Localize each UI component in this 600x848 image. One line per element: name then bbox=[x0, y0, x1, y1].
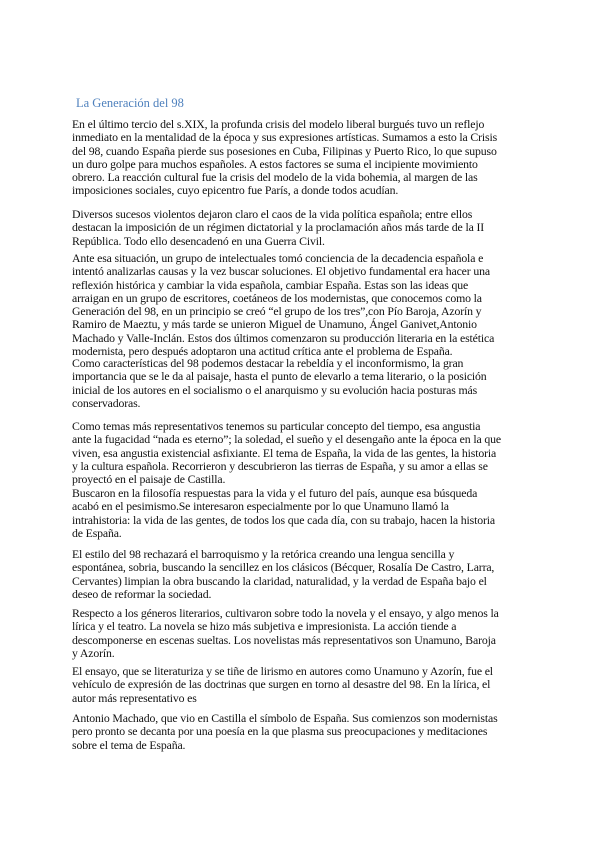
paragraph-line: importancia que se le da al paisaje, hasta el punto de elevarlo a tema literario, o la posición bbox=[72, 369, 487, 384]
paragraph-line: inicial de los autores en el socialismo o el anarquismo y su evolución hacia posturas más bbox=[72, 382, 478, 397]
paragraph-line: Ante esa situación, un grupo de intelectuales tomó conciencia de la decadencia española e bbox=[72, 251, 484, 265]
paragraph-line: intrahistoria: la vida de las gentes, de todos los que cada día, con su trabajo, hacen la historia bbox=[72, 512, 495, 527]
paragraph-line: destacan la imposición de un régimen dictatorial y la proclamación años más tarde de la II bbox=[72, 220, 485, 235]
paragraph-line: intentó analizarlas causas y la vez buscar soluciones. El objetivo fundamental era hacer una bbox=[72, 264, 490, 279]
paragraph-line: pero pronto se decanta por una poesía en la que plasma sus preocupaciones y meditaciones bbox=[72, 724, 488, 739]
paragraph-line: vehículo de expresión de las doctrinas que surgen en torno al desastre del 98. En la lírica, el bbox=[72, 677, 491, 692]
paragraph-line: Como características del 98 podemos destacar la rebeldía y el inconformismo, la gran bbox=[72, 356, 464, 370]
paragraph-line: Antonio Machado, que vio en Castilla el símbolo de España. Sus comienzos son modernistas bbox=[72, 711, 498, 725]
paragraph bbox=[72, 208, 542, 248]
paragraph-line: descomponerse en escenas sueltas. Los novelistas más representativos son Unamuno, Baroja bbox=[72, 632, 496, 647]
paragraph-line: autor más representativo es bbox=[72, 690, 197, 705]
paragraph-line: arraigan en un grupo de escritores, coetáneos de los modernistas, que conocemos como la bbox=[72, 290, 482, 305]
paragraph-line: espontánea, sobria, buscando la sencillez en los clásicos (Bécquer, Rosalía De Castro, Larra, bbox=[72, 560, 495, 575]
paragraph-line: imposiciones sociales, cuyo epicentro fue París, a donde todos acudían. bbox=[72, 183, 399, 198]
paragraph bbox=[72, 665, 542, 705]
paragraph-line: ante la fugacidad “nada es eterno”; la soledad, el sueño y el desengaño ante la época en la que bbox=[72, 432, 501, 447]
paragraph-line: Diversos sucesos violentos dejaron claro el caos de la vida política española; entre ellos bbox=[72, 207, 473, 221]
paragraph bbox=[72, 252, 542, 358]
paragraph-line: lírica y el teatro. La novela se hizo más subjetiva e impresionista. La acción tiende a bbox=[72, 619, 457, 634]
paragraph-line: El ensayo, que se literaturiza y se tiñe de lirismo en autores como Unamuno y Azorín, fue el bbox=[72, 664, 493, 678]
paragraph bbox=[72, 357, 542, 410]
paragraph-line: del 98, cuando España pierde sus posesiones en Cuba, Filipinas y Puerto Rico, lo que supuso bbox=[72, 143, 497, 158]
paragraph bbox=[72, 487, 542, 540]
paragraph-line: de España. bbox=[72, 525, 122, 540]
paragraph-line: sobre el tema de España. bbox=[72, 737, 186, 752]
paragraph-line: Como temas más representativos tenemos su particular concepto del tiempo, esa angustia bbox=[72, 419, 481, 433]
paragraph-line: Machado y Valle-Inclán. Estos dos últimos comenzaron su producción literaria en la estética bbox=[72, 330, 495, 345]
paragraph-line: Generación del 98, en un principio se creó “el grupo de los tres”,con Pío Baroja, Azorín y bbox=[72, 304, 482, 319]
paragraph-line: El estilo del 98 rechazará el barroquismo y la retórica creando una lengua sencilla y bbox=[72, 547, 455, 561]
paragraph-line: y Azorín. bbox=[72, 645, 115, 660]
paragraph-line: Respecto a los géneros literarios, cultivaron sobre todo la novela y el ensayo, y algo menos la bbox=[72, 606, 499, 620]
paragraph-line: Ramiro de Maeztu, y más tarde se unieron Miguel de Unamuno, Ángel Ganivet,Antonio bbox=[72, 317, 477, 332]
paragraph-line: un duro golpe para muchos españoles. A estos factores se suma el incipiente movimiento bbox=[72, 156, 478, 171]
paragraph-line: proyectó en el paisaje de Castilla. bbox=[72, 472, 226, 487]
document-title: La Generación del 98 bbox=[76, 96, 184, 110]
paragraph bbox=[72, 712, 542, 752]
paragraph-line: viven, esa angustia existencial asfixiante. El tema de España, la vida de las gentes, la historia bbox=[72, 445, 497, 460]
paragraph bbox=[72, 548, 542, 601]
paragraph bbox=[72, 420, 542, 486]
paragraph bbox=[72, 607, 542, 660]
paragraph-line: Buscaron en la filosofía respuestas para la vida y el futuro del país, aunque esa búsqueda bbox=[72, 486, 478, 500]
paragraph-line: Cervantes) limpian la obra buscando la claridad, naturalidad, y la verdad de España bajo el bbox=[72, 573, 487, 588]
paragraph-line: obrero. La reacción cultural fue la crisis del modelo de la vida bohemia, al margen de las bbox=[72, 170, 478, 185]
paragraph-line: conservadoras. bbox=[72, 395, 141, 410]
paragraph-line: reflexión histórica y cambiar la vida española, cambiar España. Estas son las ideas que bbox=[72, 277, 469, 292]
paragraph-line: modernista, pero después adoptaron una actitud crítica ante el problema de España. bbox=[72, 344, 453, 359]
paragraph bbox=[72, 118, 542, 198]
paragraph-line: acabó en el pesimismo.Se interesaron especialmente por lo que Unamuno llamó la bbox=[72, 499, 449, 514]
paragraph-line: inmediato en la mentalidad de la época y sus expresiones artísticas. Sumamos a esto la Crisis bbox=[72, 130, 498, 145]
paragraph-line: República. Todo ello desencadenó en una Guerra Civil. bbox=[72, 233, 325, 248]
paragraph-line: deseo de reformar la sociedad. bbox=[72, 586, 212, 601]
paragraph-line: y la cultura española. Recorrieron y descubrieron las tierras de España, y su amor a ellas se bbox=[72, 458, 488, 473]
paragraph-line: En el último tercio del s.XIX, la profunda crisis del modelo liberal burgués tuvo un reflejo bbox=[72, 117, 485, 131]
